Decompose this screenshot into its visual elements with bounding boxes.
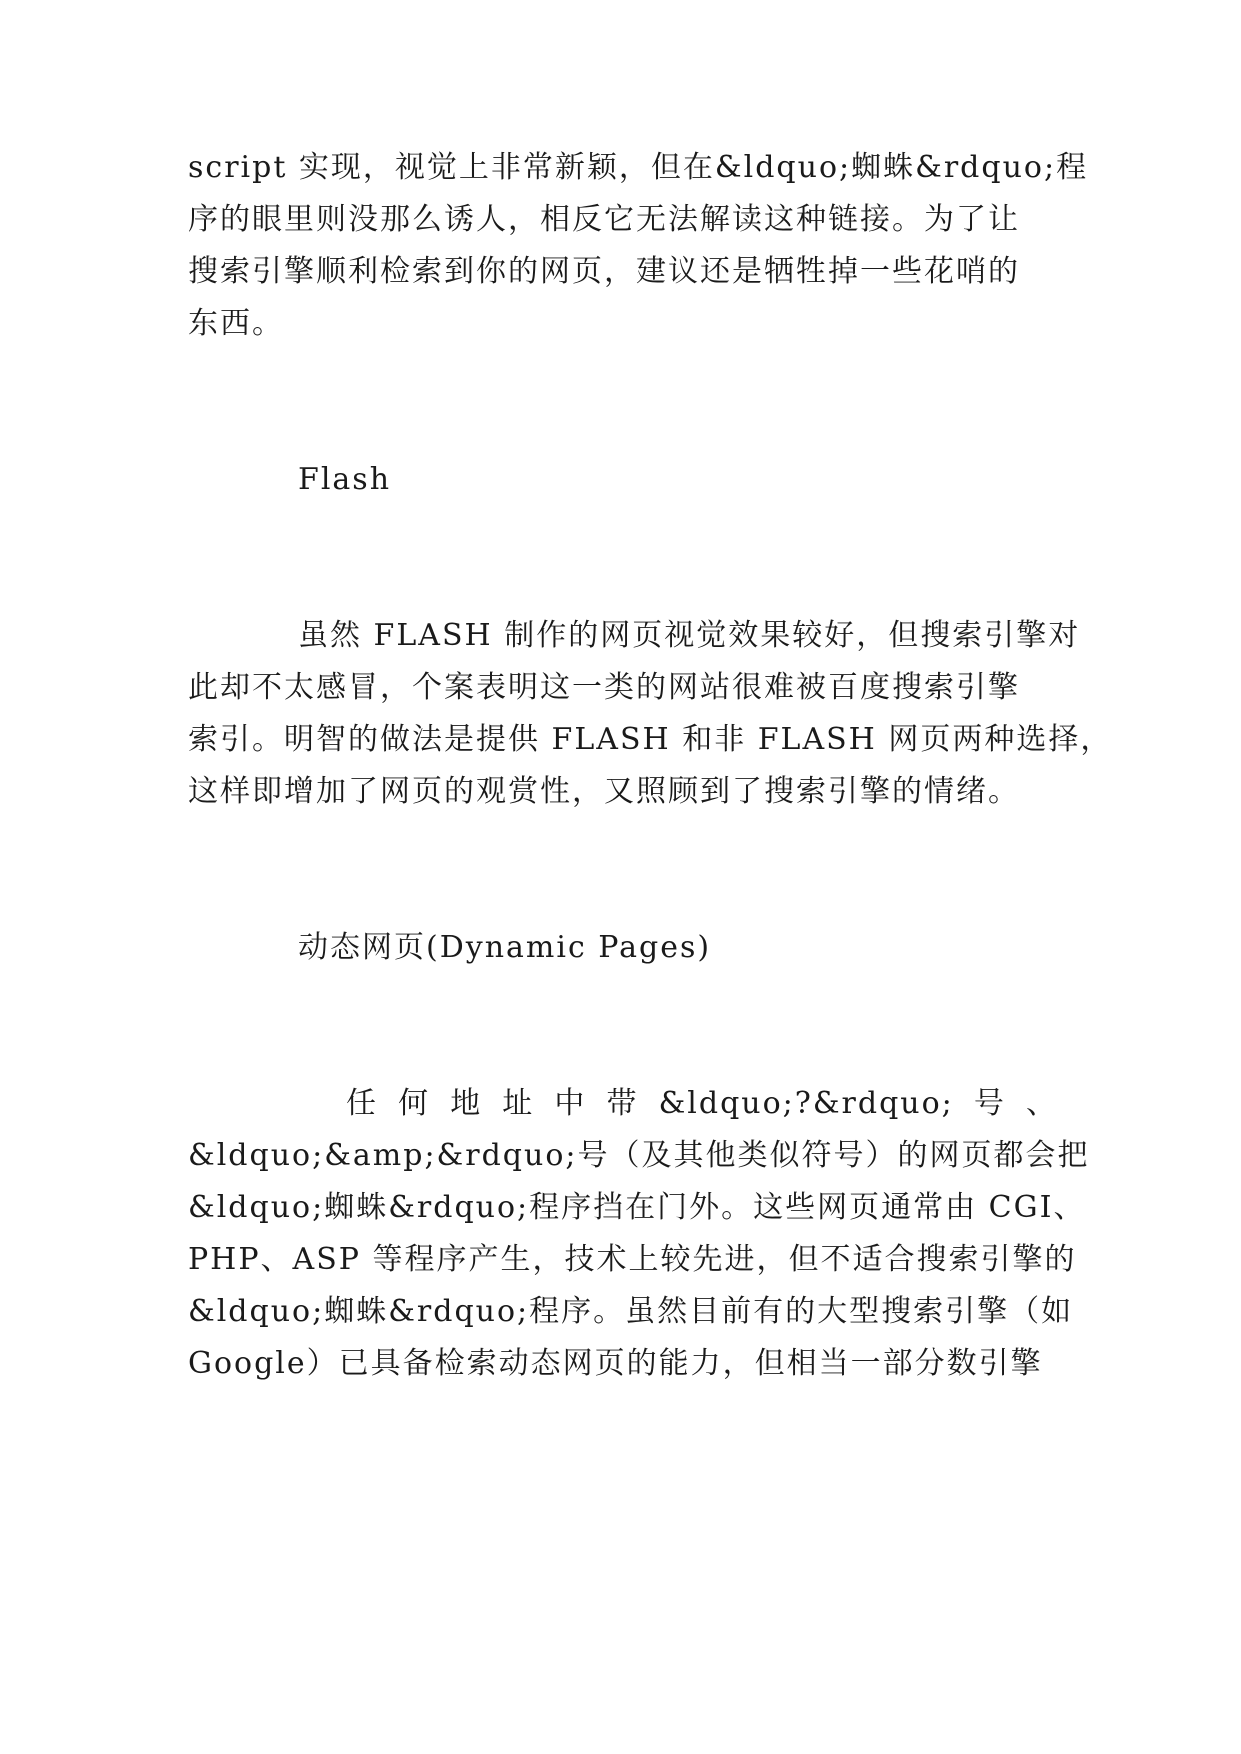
paragraph-line: &ldquo;蜘蛛&rdquo;程序。虽然目前有的大型搜索引擎（如 xyxy=(188,1294,1074,1329)
paragraph-line: Google）已具备检索动态网页的能力，但相当一部分数引擎 xyxy=(188,1346,1043,1381)
paragraph-line: &ldquo;&amp;&rdquo;号（及其他类似符号）的网页都会把 xyxy=(188,1138,1090,1173)
paragraph-line: 东西。 xyxy=(188,306,284,341)
word: 地 xyxy=(450,1086,483,1121)
word: 何 xyxy=(398,1086,431,1121)
paragraph-line: 这样即增加了网页的观赏性，又照顾到了搜索引擎的情绪。 xyxy=(188,774,1020,809)
word: 址 xyxy=(502,1086,535,1121)
paragraph-line: 搜索引擎顺利检索到你的网页，建议还是牺牲掉一些花哨的 xyxy=(188,254,1020,289)
paragraph-line: &ldquo;蜘蛛&rdquo;程序挡在门外。这些网页通常由 CGI、 xyxy=(188,1190,1086,1225)
section-heading: Flash xyxy=(298,462,392,497)
word: 、 xyxy=(1025,1086,1058,1121)
paragraph-line: 虽然 FLASH 制作的网页视觉效果较好，但搜索引擎对 xyxy=(298,618,1081,653)
word: 任 xyxy=(346,1086,378,1121)
paragraph-first-line xyxy=(346,1084,1058,1124)
word: 带 xyxy=(606,1086,639,1121)
word: &ldquo;?&rdquo; xyxy=(658,1086,954,1121)
paragraph-line: script 实现，视觉上非常新颖，但在&ldquo;蜘蛛&rdquo;程 xyxy=(188,150,1089,185)
paragraph-line: PHP、ASP 等程序产生，技术上较先进，但不适合搜索引擎的 xyxy=(188,1242,1077,1277)
paragraph-line: 索引。明智的做法是提供 FLASH 和非 FLASH 网页两种选择， xyxy=(188,722,1113,757)
paragraph-line: 此却不太感冒，个案表明这一类的网站很难被百度搜索引擎 xyxy=(188,670,1020,705)
word: 号 xyxy=(973,1086,1006,1121)
word: 中 xyxy=(554,1086,587,1121)
paragraph-line: 序的眼里则没那么诱人，相反它无法解读这种链接。为了让 xyxy=(188,202,1020,237)
section-heading: 动态网页(Dynamic Pages) xyxy=(298,930,712,965)
